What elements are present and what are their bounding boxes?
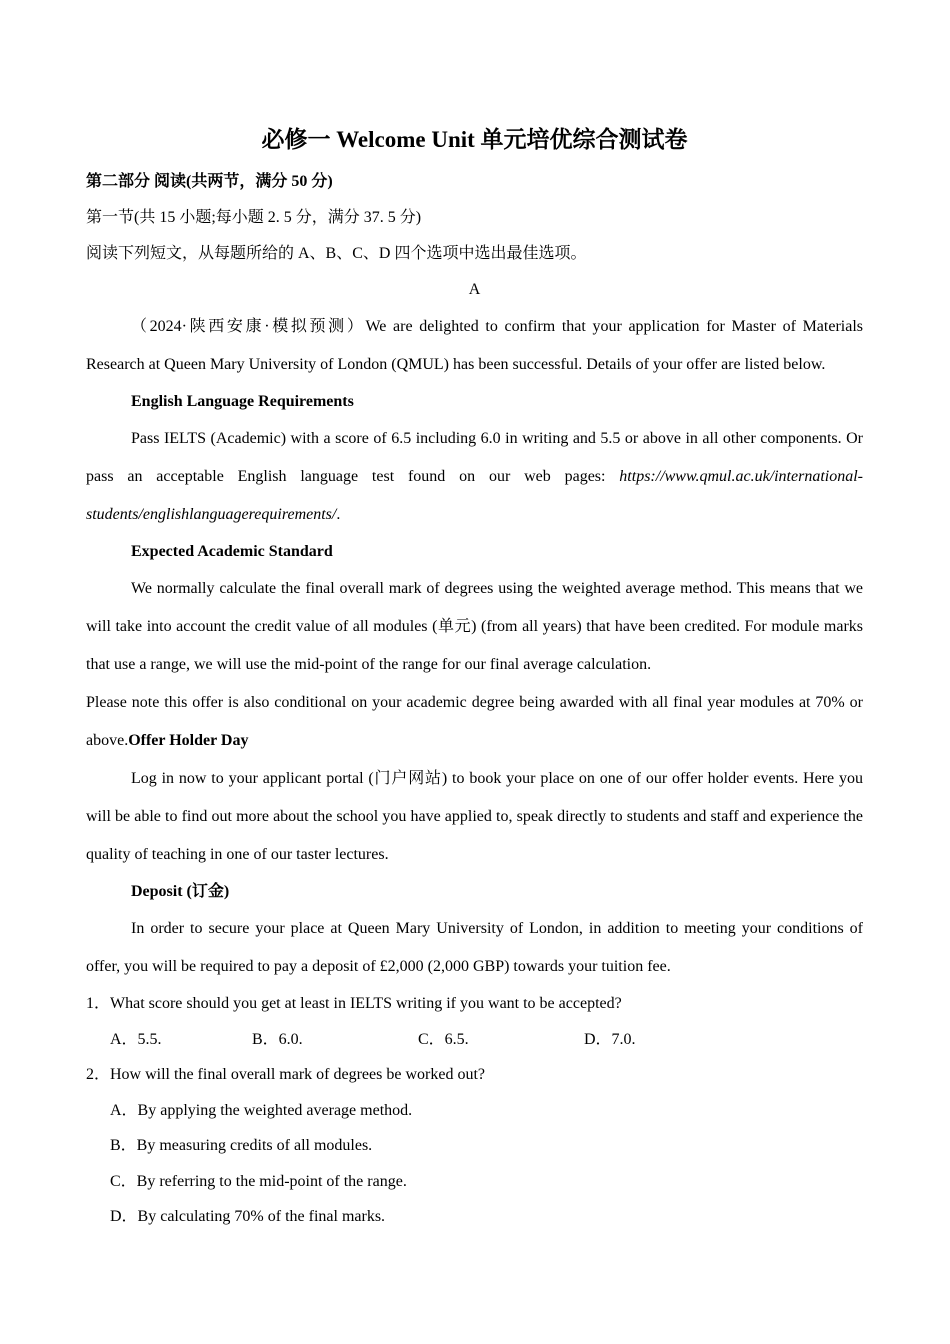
offer-note-text: Please note this offer is also conditional on your academic degree being awarded with all final year modules at 70% or above. (86, 694, 863, 749)
paragraph-academic-standard: We normally calculate the final overall mark of degrees using the weighted average method. This means that we will take into account the credit value of all modules (单元) (from all years) that have been credited. For module marks that use a range, we will use the mid-point of the range for our final average calculation. (86, 580, 863, 673)
question-1-option-d: D．7.0. (584, 1030, 636, 1048)
subsection-heading: 第一节(共 15 小题;每小题 2. 5 分，满分 37. 5 分) (86, 209, 422, 226)
page-title: 必修一 Welcome Unit 单元培优综合测试卷 (261, 127, 688, 152)
question-1-option-c: C．6.5. (418, 1030, 469, 1048)
passage-label: A (468, 281, 481, 298)
heading-deposit: Deposit (订金) (131, 883, 230, 900)
paragraph-deposit: In order to secure your place at Queen Mary University of London, in addition to meeting your conditions of offer, you will be required to pay a deposit of £2,000 (2,000 GBP) towards your tuition fee. (86, 920, 863, 975)
english-requirements-text: Pass IELTS (Academic) with a score of 6.5 including 6.0 in writing and 5.5 or above in all other components. Or pass an acceptable English language test found on our web pages: (86, 430, 863, 485)
paragraph-english-requirements (86, 420, 863, 534)
requirements-url: https://www.qmul.ac.uk/international-students/englishlanguagerequirements/ (86, 468, 863, 523)
heading-english-requirements: English Language Requirements (131, 393, 354, 410)
question-1-option-b: B．6.0. (252, 1030, 303, 1048)
question-1-option-a: A．5.5. (110, 1030, 162, 1048)
question-1-stem: 1．What score should you get at least in IELTS writing if you want to be accepted? (86, 995, 622, 1012)
url-period: . (336, 506, 341, 523)
question-1-options (86, 1022, 863, 1058)
passage-intro: （2024·陕西安康·模拟预测）We are delighted to confirm that your application for Master of Materials Research at Queen Mary University of London (QMUL) has been successful. Details of your offer are listed below. (86, 318, 863, 373)
section-heading: 第二部分 阅读(共两节，满分 50 分) (86, 173, 333, 190)
document-body (86, 122, 863, 1235)
question-2-option-d: D．By calculating 70% of the final marks. (110, 1208, 386, 1225)
question-2-option-a: A．By applying the weighted average method. (110, 1101, 413, 1119)
question-2-stem: 2．How will the final overall mark of degrees be worked out? (86, 1066, 485, 1083)
paragraph-offer-note (86, 684, 863, 760)
instruction-text: 阅读下列短文，从每题所给的 A、B、C、D 四个选项中选出最佳选项。 (86, 245, 587, 262)
question-2-option-b: B．By measuring credits of all modules. (110, 1137, 373, 1154)
heading-academic-standard: Expected Academic Standard (131, 543, 333, 560)
paragraph-offer-holder-day: Log in now to your applicant portal (门户网站) to book your place on one of our offer holder events. Here you will be able to find out more about the school you have applied to, speak directly to students and staff and experience the quality of teaching in one of our taster lectures. (86, 770, 863, 863)
heading-offer-holder-day: Offer Holder Day (128, 732, 249, 749)
question-2-option-c: C．By referring to the mid-point of the range. (110, 1172, 407, 1190)
